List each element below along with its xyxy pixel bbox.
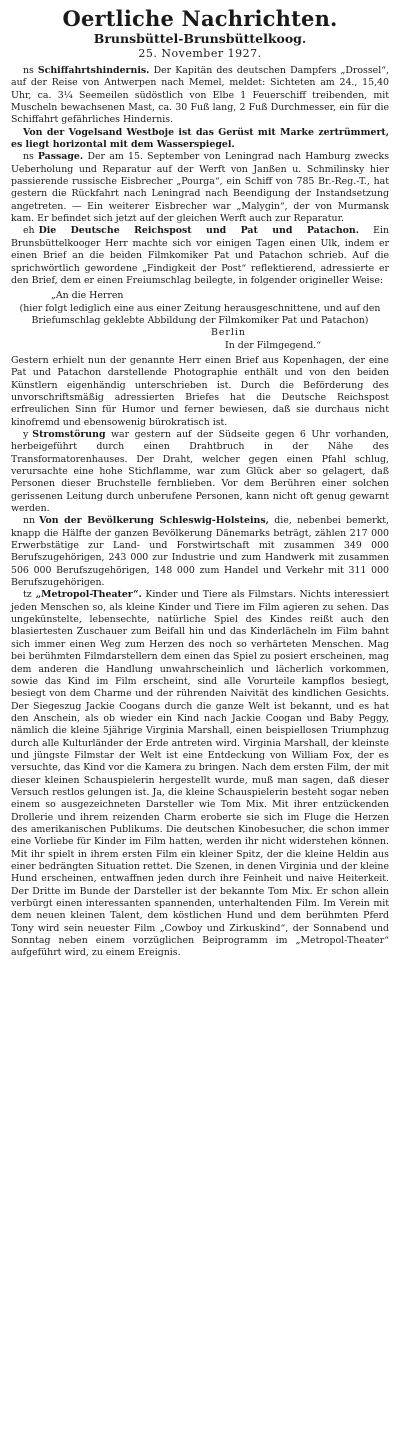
- article-text: Von der Vogelsand Westboje ist das Gerüst mit Marke zertrümmert, es liegt horizontal mit dem Wasserspiegel.: [11, 126, 389, 151]
- quote-body: (hier folgt lediglich eine aus einer Zeitung herausgeschnittene, und auf den Briefumschlag geklebte Abbildung der Filmkomiker Pat und Patachon): [19, 302, 381, 326]
- article-headline: Passage.: [37, 151, 84, 163]
- article-text: Der Kapitän des deutschen Dampfers „Drossel“, auf der Reise von Antwerpen nach Memel, meldet: Sichteten am 24., 15,40 Uhr, ca. 3¼ Seemeilen südöstlich von Elbe 1 Feuerschiff treibenden, mit Muscheln bewachsenen Mast, ca. 30 Fuß lang, 2 Fuß Durchmesser, ein für die Schiffahrt gefährliches Hindernis.: [11, 65, 389, 126]
- article-headline: Stromstörung: [32, 428, 106, 440]
- article-passage: [11, 151, 389, 225]
- article-paragraph: [11, 355, 389, 429]
- author-tag: y: [23, 428, 29, 440]
- article-text: Der am 15. September von Leningrad nach Hamburg zwecks Ueberholung und Reparatur auf der Werft von Janßen u. Schmilinsky hier passierende russische Eisbrecher „Pourga“, ein Schiff von 785 Br.-Reg.-T., hat gestern die Rückfahrt nach Leningrad nach Beendigung der Instandsetzung angetreten. — Ein weiterer Eisbrecher war „Malygin“, der von Murmansk kam. Er befindet sich jetzt auf der gleichen Werft auch zur Reparatur.: [11, 151, 390, 225]
- author-tag: nn: [23, 515, 36, 527]
- masthead: [11, 6, 389, 61]
- section-title: Oertliche Nachrichten.: [62, 6, 338, 31]
- article-paragraph: [11, 429, 389, 515]
- article-text: Gestern erhielt nun der genannte Herr einen Brief aus Kopenhagen, der eine Pat und Patachon darstellende Photographie enthält und von den beiden Künstlern eigenhändig unterschrieben ist. Durch die Beförderung des unvorschriftsmäßig adressierten Briefes hat die Deutsche Reichspost erfreulichen Sinn für Humor und ferner bewiesen, daß sie durchaus nicht kinofremd und ebensowenig bürokratisch ist.: [11, 354, 389, 428]
- article-headline: Schiffahrtshindernis.: [37, 65, 150, 76]
- author-tag: tz: [23, 589, 32, 601]
- quote-salutation: „An die Herren: [51, 290, 124, 302]
- article-paragraph: [11, 515, 389, 589]
- article-paragraph: [11, 225, 389, 287]
- article-headline: Die Deutsche Reichspost und Pat und Patachon.: [38, 225, 359, 237]
- section-subtitle: Brunsbüttel-Brunsbüttelkoog.: [93, 31, 307, 46]
- article-text: die, nebenbei bemerkt, knapp die Hälfte der ganzen Bevölkerung Dänemarks beträgt, zählen 217 000 Erwerbstätige zur Land- und Forstwirtschaft mit zusammen 349 000 Berufszugehörigen, 243 000 zur Industrie und zum Handwerk mit zusammen 506 000 Berufszugehörigen, 148 000 zum Handel und Verkehr mit 311 000 Berufszugehörigen.: [11, 515, 390, 589]
- letter-address-quote: [11, 290, 389, 352]
- article-reichspost: [11, 225, 389, 429]
- article-text: Kinder und Tiere als Filmstars. Nichts interessiert jeden Menschen so, als kleine Kinder und Tiere im Film agieren zu sehen. Das ungekünstelte, lebensechte, natürliche Spiel des Kindes reißt auch den blasiertesten Zuschauer zum Beifall hin und das Kinderlächeln im Film bahnt sich immer einen Weg zum Herzen des noch so verhärteten Menschen. Mag bei berühmten Filmdarstellern dem einen das Spiel zu posiert erscheinen, mag dem anderen die Handlung unwahrscheinlich und lächerlich vorkommen, sowie das Kind im Film erscheint, sind alle Vorurteile kampflos besiegt, besiegt von dem Charme und der rührenden Naivität des kindlichen Gesichts. Der Siegeszug Jackie Coogans durch die ganze Welt ist bekannt, und es hat den Anschein, als ob wieder ein Kind nach Jackie Coogan und Baby Peggy, nämlich die kleine 5jährige Virginia Marshall, einen beispiellosen Triumphzug durch alle Kulturländer der Erde antreten wird. Virginia Marshall, der kleinste und jüngste Filmstar der Welt ist eine Entdeckung von William Fox, der es versuchte, das Kind vor die Kamera zu bringen. Nach dem ersten Film, der mit dieser kleinen Schauspielerin hergestellt wurde, muß man sagen, daß dieser Versuch restlos gelungen ist. Ja, die kleine Schauspielerin besteht sogar neben einem so ausgezeichneten Darsteller wie Tom Mix. Mit ihrer entzückenden Drollerie und ihrem reizenden Charm eroberte sie sich im Fluge die Herzen des amerikanischen Publikums. Die deutschen Kinobesucher, die schon immer eine Vorliebe für Kinder im Film hatten, werden ihr nicht widerstehen können. Mit ihr spielt in ihrem ersten Film ein kleiner Spitz, der die kleine Heldin aus einer bedrängten Situation rettet. Die Szenen, in denen Virginia und der kleine Hund erscheinen, entwaffnen jeden durch ihre Feinheit und naive Heiterkeit. Der Dritte im Bunde der Darsteller ist der bekannte Tom Mix. Er schon allein verbürgt einen interessanten spannenden, unterhaltenden Film. Im Verein mit dem neuen kleinen Talent, dem köstlichen Hund und dem berühmten Pferd Tony wird sein neuester Film „Cowboy und Zirkuskind“, der Sonnabend und Sonntag neben einem vorzüglichen Beiprogramm im „Metropol-Theater“ aufgeführt wird, zu einem Ereignis.: [11, 589, 389, 959]
- author-tag: eh: [23, 225, 35, 237]
- article-headline: „Metropol-Theater“.: [35, 589, 142, 601]
- article-paragraph: [11, 151, 389, 225]
- article-text: war gestern auf der Südseite gegen 6 Uhr vorhanden, herbeigeführt durch einen Drahtbruch in der Nähe des Transformatorenhauses. Der Draht, welcher gegen einen Pfahl schlug, verursachte eine hohe Stichflamme, war zum Glück aber so gelagert, daß Personen dieser Bruchstelle fernblieben. Vor dem Berühren einer solchen gerissenen Leitung durch unberufene Personen, kann nicht oft genug gewarnt werden.: [11, 428, 389, 515]
- quote-place: Berlin: [211, 327, 246, 339]
- article-schiffahrtshindernis: [11, 65, 389, 151]
- article-bevoelkerung: [11, 515, 389, 589]
- article-text: Ein Brunsbüttelkooger Herr machte sich vor einigen Tagen einen Ulk, indem er einen Brief an die beiden Filmkomiker Pat und Patachon schrieb. Auf die sprichwörtlich gewordene „Findigkeit der Post“ reflektierend, adressierte er den Brief, dem er einen Freiumschlag beilegte, in folgender origineller Weise:: [11, 225, 390, 286]
- article-metropol-theater: [11, 589, 389, 959]
- article-headline: Von der Bevölkerung Schleswig-Holsteins,: [39, 515, 269, 527]
- article-stromstoerung: [11, 429, 389, 515]
- author-tag: ns: [23, 65, 34, 76]
- quote-place-detail: In der Filmgegend.“: [225, 339, 322, 351]
- issue-date: 25. November 1927.: [138, 47, 262, 60]
- article-paragraph: [11, 65, 389, 127]
- article-paragraph: [11, 589, 389, 959]
- author-tag: ns: [23, 151, 34, 163]
- article-paragraph: [11, 127, 389, 152]
